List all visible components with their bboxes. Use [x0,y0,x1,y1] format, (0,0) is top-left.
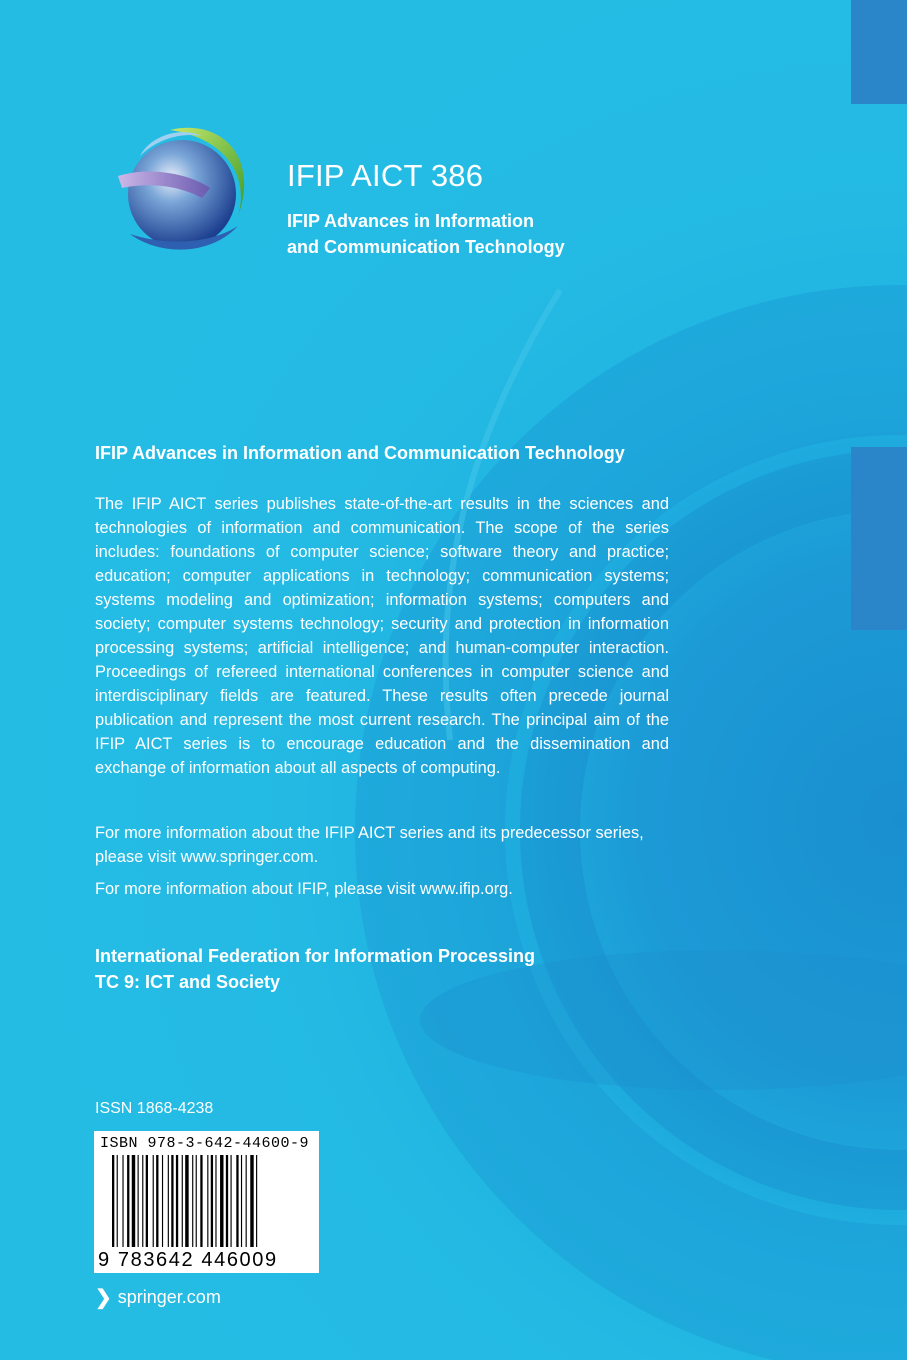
ean-number: 9 783642 446009 [98,1249,278,1271]
barcode-bar [241,1155,242,1247]
barcode-bar [250,1155,253,1247]
series-description: The IFIP AICT series publishes state-of-the-art results in the sciences and technologies of information and communication. The scope of the series includes: foundations of computer science; software theory and practice; education; computer applications in technology; communication systems; systems modeling and optimization; information systems; computers and society; computer systems technology; security and protection in information processing systems; artificial intelligence; and human-computer interaction. Proceedings of refereed international conferences in computer science and interdisciplinary fields are featured. These results often precede journal publication and represent the most current research. The principal aim of the IFIP AICT series is to encourage education and the dissemination and exchange of information about all aspects of computing. [95,495,669,777]
barcode-bar [138,1155,139,1247]
technical-committee: TC 9: ICT and Society [95,972,281,992]
barcode-bar [185,1155,188,1247]
barcode-bar [132,1155,135,1247]
chevron-right-icon: ❯ [95,1287,112,1309]
barcode-bar [153,1155,154,1247]
series-subtitle [287,208,565,260]
barcode-bar [231,1155,232,1247]
edge-tab-middle [851,447,907,630]
barcode-bar [171,1155,173,1247]
more-info-ifip: For more information about IFIP, please visit www.ifip.org. [95,880,513,898]
barcode-bar [226,1155,228,1247]
barcode-bar [142,1155,143,1247]
isbn-barcode [94,1131,319,1273]
edge-tab-top [851,0,907,104]
barcode-bar [196,1155,197,1247]
barcode-bar [168,1155,169,1247]
barcode-bar [220,1155,223,1247]
barcode-bar [117,1155,118,1247]
springer-link-label: springer.com [117,1287,221,1307]
series-subtitle-line2: and Communication Technology [287,237,565,257]
barcode-bar [146,1155,148,1247]
barcode-bar [182,1155,183,1247]
more-info-series: For more information about the IFIP AICT series and its predecessor series, please visit www.springer.com. [95,824,644,866]
ifip-globe-logo-icon [110,116,260,266]
barcode-bar [162,1155,163,1247]
barcode-bars-icon [112,1155,312,1253]
barcode-bar [211,1155,213,1247]
barcode-bar [122,1155,123,1247]
barcode-bar [127,1155,129,1247]
federation-name: International Federation for Information Processing [95,946,536,966]
barcode-bar [156,1155,158,1247]
federation-block [95,943,535,995]
barcode-bar [112,1155,114,1247]
series-title: IFIP AICT 386 [287,158,484,193]
barcode-bar [215,1155,216,1247]
barcode-bar [192,1155,193,1247]
springer-link[interactable] [95,1285,221,1310]
series-heading: IFIP Advances in Information and Communication Technology [95,443,625,463]
barcode-bar [207,1155,208,1247]
barcode-bar [246,1155,247,1247]
barcode-bar [236,1155,238,1247]
barcode-bar [200,1155,202,1247]
barcode-bar [256,1155,257,1247]
barcode-bar [176,1155,178,1247]
isbn-label: ISBN 978-3-642-44600-9 [100,1135,310,1152]
issn-label: ISSN 1868-4238 [95,1100,214,1117]
series-subtitle-line1: IFIP Advances in Information [287,211,535,231]
